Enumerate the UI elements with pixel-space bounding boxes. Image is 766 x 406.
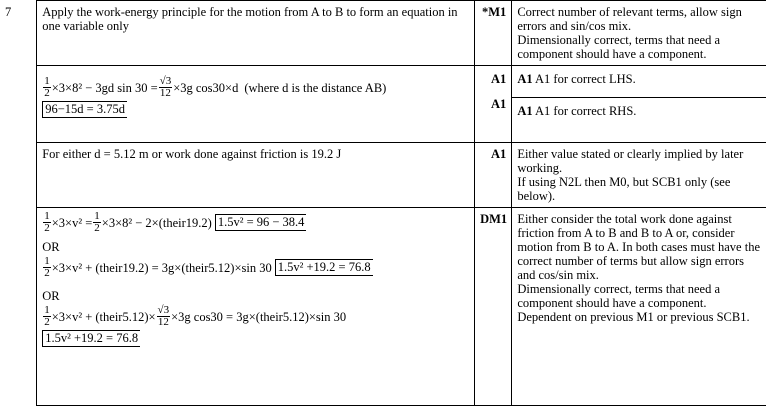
or-label: OR	[42, 289, 60, 303]
question-number: 7	[0, 1, 37, 406]
or-label: OR	[42, 240, 60, 254]
bracketed-result: 1.5v² +19.2 = 76.8	[275, 259, 373, 276]
method-text: Apply the work-energy principle for the motion from A to B to form an equation in one variable only	[42, 5, 458, 33]
guidance-line: Dependent on previous M1 or previous SCB1.	[517, 310, 750, 324]
equation-line: $\frac{1}{2}$ ×3×v² + (their5.12)× $\frac{√3}{12}$ ×3g cos30 = 3g×(their5.12)×sin 30	[44, 304, 347, 328]
bracketed-result: 96−15d = 3.75d	[42, 101, 127, 118]
guidance-line: Either consider the total work done against friction from A to B and B to A or, consider motion from B to A. In both cases must have the correct number of terms but allow sign errors and cos/sin mix.	[517, 212, 760, 282]
guidance-cell	[512, 208, 766, 406]
guidance-line: Dimensionally correct, terms that need a component should have a component.	[517, 282, 721, 310]
equation-line: $\frac{1}{2}$ ×3×v² + (their19.2) = 3g×(their5.12)×sin 30 1.5v² +19.2 = 76.8	[44, 255, 371, 279]
table-row	[0, 208, 766, 406]
bracketed-result: 1.5v² = 96 − 38.4	[215, 214, 307, 231]
guidance-cell	[512, 143, 766, 208]
guidance-line: A1 A1 for correct RHS.	[512, 97, 766, 118]
guidance-cell	[512, 66, 766, 143]
work-cell	[37, 66, 475, 143]
mark-cell: DM1	[475, 208, 512, 406]
mark-cell: A1	[475, 143, 512, 208]
guidance-cell	[512, 1, 766, 66]
result-text: For either d = 5.12 m or work done against friction is 19.2 J	[42, 147, 342, 161]
mark-cell: A1 A1	[475, 66, 512, 143]
work-cell	[37, 1, 475, 66]
equation-line: $\frac{1}{2}$ ×3×8² − 3gd sin 30 = $\frac{√3}{12}$ ×3g cos30×d (where d is the distance AB)	[44, 75, 387, 99]
guidance-line: Correct number of relevant terms, allow sign errors and sin/cos mix.	[517, 5, 742, 33]
guidance-line: If using N2L then M0, but SCB1 only (see below).	[517, 175, 731, 203]
fraction: $\frac{√3}{12}$	[159, 75, 172, 99]
table-row	[0, 66, 766, 143]
table-row	[0, 143, 766, 208]
work-cell	[37, 143, 475, 208]
work-cell	[37, 208, 475, 406]
table-row	[0, 1, 766, 66]
mark-cell: *M1	[475, 1, 512, 66]
guidance-line: A1 A1 for correct LHS.	[517, 72, 636, 86]
guidance-line: Either value stated or clearly implied by later working.	[517, 147, 744, 175]
equation-line: $\frac{1}{2}$ ×3×v² = $\frac{1}{2}$ ×3×8² − 2×(their19.2) 1.5v² = 96 − 38.4	[44, 210, 305, 234]
bracketed-result: 1.5v² +19.2 = 76.8	[42, 330, 140, 347]
fraction: $\frac{1}{2}$	[44, 75, 50, 99]
guidance-line: Dimensionally correct, terms that need a component should have a component.	[517, 33, 721, 61]
